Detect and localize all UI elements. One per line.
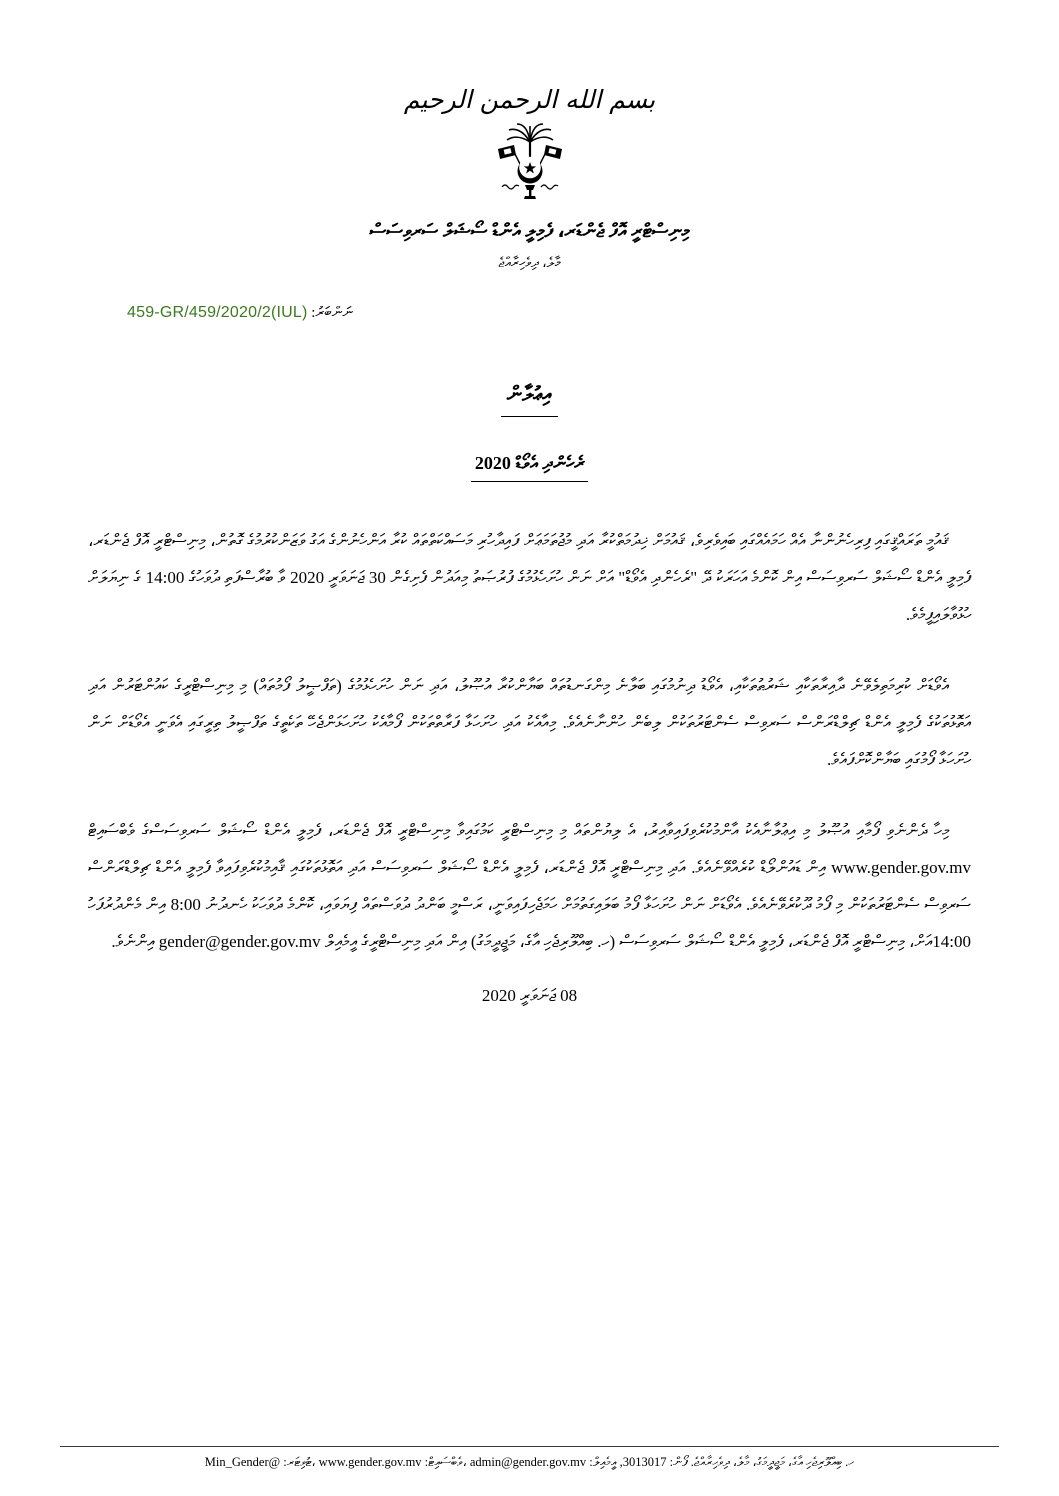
body-paragraph-1: ޤައުމީ ތަރައްޤީގައި ފިރިހެނުންނާ އެއް ހަމައެއްގައި ބައިވެރިވެ، ޤައުމަށް ޚިދުމަތްކުރާ އަދި މުޖުތަމަޢަށް ފައިދާހުރި މަސައްކަތްތައް ކުރާ އަންހެނުންގެ އަގު ވަޒަންކުރުމުގެ ގޮތުން، މިނިސްޓްރީ އޮފް ޖެންޑަރ، ފެމިލީ އެންޑް ސޯޝަލް ސަރވިސަސް އިން ކޮންމެ އަހަރަކު ދޭ "ރެހެންދި އެވޯޑް" އަށް ނަން ހުށަހެޅުމުގެ ފުރުޞަތު މިއަދުން ފެށިގެން 30 ޖަނަވަރީ 2020 ވާ ބުރާސްފަތި ދުވަހުގެ 14:00 ގެ ނިޔަލަށް ހުޅުވާލައިފީމެވެ. bbox=[88, 530, 971, 624]
body-paragraph-2: އެވޯޑަށް ކުރިމަތިލެވޭނެ ދާއިރާތަކާއި ޝަރުޠުތަކާއި، އެވޯޑު ދިނުމުގައި ބަލާނެ މިންގަނޑުތައް ބަޔާންކުރާ އުޞޫލު، އަދި ނަން ހުށަހެޅުމުގެ (ތަފްޞީލު ފޯމުތައް) މި މިނިސްޓްރީގެ ކައުންޓަރުން އަދި އަތޮޅުތަކުގެ ފެމިލީ އެންޑް ޗިލްޑްރަންސް ސަރވިސް ސެންޓަރުތަކުން ލިބެން ހުންނާނެއެވެ. މިއާއެކު އަދި ހުށަހަޅާ ފަރާތްތަކުން ފޯމާއެކު ހުށަހަޅަންޖެހޭ ތަކެތީގެ ތަފްޞީލު ތިރީގައި އެވަނީ އެވޯޑަށް ނަން ހުށަހަޅާ ފޯމުގައި ބަޔާންކޮށްފައެވެ. bbox=[88, 675, 971, 769]
announcement-subject: ރެހެންދި އެވޯޑް 2020 bbox=[471, 453, 588, 482]
bismillah-calligraphy: بسم الله الرحمن الرحيم bbox=[403, 85, 656, 114]
announcement-title: އިޢުލާން bbox=[501, 382, 558, 417]
reference-number: (IUL)459-GR/459/2020/2 bbox=[127, 303, 308, 321]
reference-label: ނަންބަރު: bbox=[311, 304, 353, 321]
announcement-date: 08 ޖަނަވަރީ 2020 bbox=[481, 985, 578, 1005]
reference-line bbox=[123, 302, 353, 324]
ministry-location: މާލެ، ދިވެހިރާއްޖެ bbox=[498, 255, 561, 271]
ministry-name: މިނިސްޓްރީ އޮފް ޖެންޑަރ، ފެމިލީ އެންޑް ސޯޝަލް ސަރވިސަސް bbox=[369, 220, 690, 242]
maldives-national-emblem-icon bbox=[88, 121, 971, 208]
body-paragraph-3: މިހާ ދެންނެވި ފޯމާއި އުޞޫލު މި އިޢުލާނާއެކު އާންމުކުރެވިފައިވާއިރު، އެ ލިޔުންތައް މި މިނިސްޓްރީ ކަމުގައިވާ މިނިސްޓްރީ އޮފް ޖެންޑަރ، ފެމިލީ އެންޑް ސޯޝަލް ސަރވިސަސްގެ ވެބްސައިޓް www.gender.gov.mv އިން ޑައުންލޯޑް ކުރެއްވޭނެއެވެ. އަދި މިނިސްޓްރީ އޮފް ޖެންޑަރ، ފެމިލީ އެންޑް ސޯޝަލް ސަރވިސަސް އަދި އަތޮޅުތަކުގައި ޤާއިމުކުރެވިފައިވާ ފެމިލީ އެންޑް ޗިލްޑްރަންސް ސަރވިސް ސެންޓަރުތަކުން މި ފޯމު ދޫކުރެވޭނެއެވެ. އެވޯޑަށް ނަން ހުށަހަޅާ ފޯމު ބަލައިގަތުމަށް ހަމަޖެހިފައިވަނީ، ރަސްމީ ބަންދު ދުވަސްތައް ފިޔަވައި، ކޮންމެ ދުވަހަކު ހެނދުނު 8:00 އިން މެންދުރުފަހު 14:00އަށް، މިނިސްޓްރީ އޮފް ޖެންޑަރ، ފެމިލީ އެންޑް ސޯޝަލް ސަރވިސަސް (ހ. ބިއްލޫރިޖެހި އާގެ، މަޖީދީމަގު) އިން އަދި މިނިސްޓްރީގެ އީމެއިލް gender@gender.gov.mv އިންނެވެ. bbox=[88, 820, 971, 951]
footer bbox=[60, 1446, 999, 1470]
footer-contact-line: ހ. ބިއްލޫރިޖެހި އާގެ، މަޖީދީމަގު، މާލެ، ދިވެހިރާއްޖެ. ފޯން: 3013017, އީމެއިލް: admin@gender.gov.mv ،ވެބްސައިޓް: www.gender.gov.mv ،ޓުވިޓަރ: @Min_Gender bbox=[204, 1455, 855, 1469]
